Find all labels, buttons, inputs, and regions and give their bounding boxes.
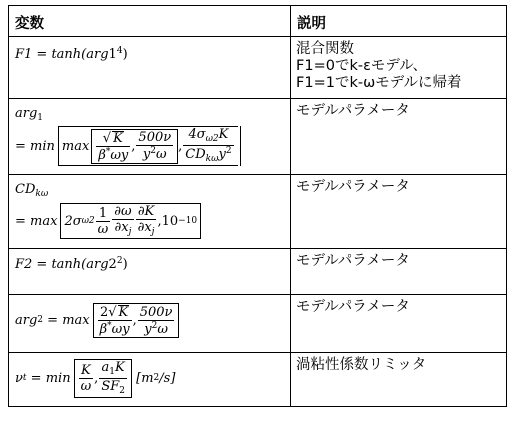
formula-cell-f2 — [9, 249, 291, 295]
formula-f2: $F2 = \tanh(arg2^2)$ — [15, 256, 128, 272]
desc-line: F1=1でk-ωモデルに帰着 — [296, 75, 462, 91]
cdkw-bracket: 2σ ω2 $\frac{1}{\omega}$ $\frac{\partial\omega}{\partial x_j}$ $\frac{\partial K}{\partial x_j}$ , 10 −10 — [60, 203, 201, 239]
desc-cell-f1 — [291, 37, 507, 99]
f1-one: 1 — [108, 47, 117, 62]
fraction-k-omega: $\frac{K}{\omega}$ — [80, 363, 92, 394]
f1-close: ) — [122, 47, 128, 62]
desc-line: モデルパラメータ — [296, 103, 410, 119]
desc-line: モデルパラメータ — [296, 253, 410, 269]
desc-cell-f2 — [291, 249, 507, 295]
desc-cell-arg1 — [291, 99, 507, 175]
formula-cell-nut — [9, 353, 291, 407]
table-row — [9, 175, 507, 249]
fraction-domega: $\frac{\partial\omega}{\partial x_j}$ — [114, 204, 132, 237]
desc-cell-nut — [291, 353, 507, 407]
formula-nut: ν t = min $\frac{K}{\omega}$ , $\frac{a_1K}{SF_2}$ [m 2 /s] — [15, 360, 176, 396]
table-row — [9, 249, 507, 295]
formula-cdkw: = max 2σ ω2 $\frac{1}{\omega}$ $\frac{\partial\omega}{\partial x_j}$ $\frac{\partial K}{\partial x_j}$ , 10 −10 — [15, 203, 201, 239]
formula-cell-arg1 — [9, 99, 291, 175]
header-description: 説明 — [291, 6, 507, 37]
formula-cell-f1 — [9, 37, 291, 99]
fraction-2sqrtk: $\frac{2√ K}{\beta^*\omega y}$ — [99, 305, 130, 337]
table-row — [9, 37, 507, 99]
inner-bracket: $\frac{√ K}{\beta^*\omega y}$ , $\frac{500\nu}{y^2\omega}$ — [91, 129, 178, 164]
formula-arg1: = min max $\frac{√ K}{\beta^*\omega y}$ , $\frac{500\nu}{y^2\omega}$ , $\frac{4\sigma_{\omega 2}K}{CD_{k\omega}y^2}$ — [15, 126, 241, 166]
formula-cell-arg2 — [9, 295, 291, 353]
desc-line: モデルパラメータ — [296, 179, 410, 195]
desc-cell-arg2 — [291, 295, 507, 353]
formula-arg2: arg 2 = max $\frac{2√ K}{\beta^*\omega y}$ , $\frac{500\nu}{y^2\omega}$ — [15, 303, 179, 338]
arg1-label: arg$_1$ — [15, 106, 44, 123]
formula-cell-cdkw — [9, 175, 291, 249]
fraction-sqrtk: $\frac{√ K}{\beta^*\omega y}$ — [98, 130, 129, 163]
fraction-500nu-2: $\frac{500\nu}{y^2\omega}$ — [139, 304, 173, 337]
fraction-one-omega: $\frac{1}{\omega}$ — [97, 205, 109, 237]
desc-line: 渦粘性係数リミッタ — [296, 357, 427, 373]
cdkw-label: $CD_{k\omega}$ — [15, 182, 49, 199]
desc-line: F1=0でk-εモデル、 — [296, 58, 428, 74]
arg2-bracket: $\frac{2√ K}{\beta^*\omega y}$ , $\frac{500\nu}{y^2\omega}$ — [93, 303, 180, 338]
outer-bracket: max $\frac{√ K}{\beta^*\omega y}$ , $\frac{500\nu}{y^2\omega}$ , $\frac{4\sigma_{\omega 2}K}{CD_{k\omega}y^2}$ — [58, 126, 238, 166]
table-header-row — [9, 6, 507, 37]
nut-bracket: $\frac{K}{\omega}$ , $\frac{a_1K}{SF_2}$ — [74, 359, 132, 398]
formula-f1 — [15, 47, 128, 61]
f1-exp: 4 — [116, 46, 123, 56]
desc-line: 混合関数 — [296, 41, 354, 57]
fraction-dk: $\frac{\partial K}{\partial x_j}$ — [137, 204, 155, 237]
table-row — [9, 353, 507, 407]
table-row — [9, 295, 507, 353]
fraction-cd: $\frac{4\sigma_{\omega 2}K}{CD_{k\omega}y^2}$ — [185, 127, 232, 164]
f1-arg: arg — [86, 47, 109, 62]
variables-table — [8, 5, 507, 407]
table-row — [9, 99, 507, 175]
fraction-a1k: $\frac{a_1K}{SF_2}$ — [101, 360, 125, 396]
desc-cell-cdkw — [291, 175, 507, 249]
fraction-500nu: $\frac{500\nu}{y^2\omega}$ — [138, 130, 172, 162]
f1-lhs: F1 = tanh( — [15, 47, 87, 62]
header-variable: 変数 — [9, 6, 291, 37]
desc-line: モデルパラメータ — [296, 299, 410, 315]
